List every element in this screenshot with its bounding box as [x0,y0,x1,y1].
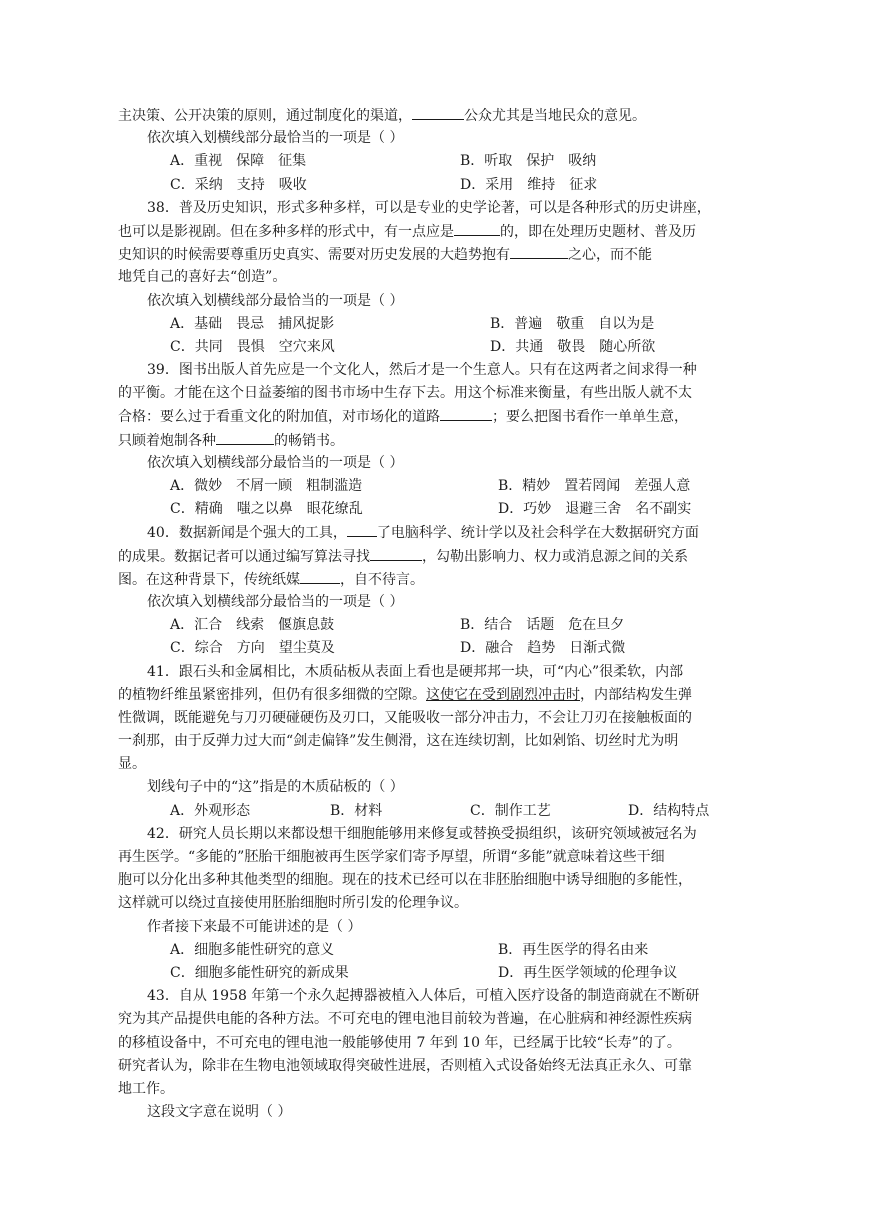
option-b: B．再生医学的得名由来 [498,941,649,958]
options-row [118,614,738,637]
option-a: A．细胞多能性研究的意义 [170,941,335,958]
question-prompt: 依次填入划横线部分最恰当的一项是（ ） [147,130,404,147]
option-b: B．普遍 敬重 自以为是 [490,315,655,332]
passage-line: 一刹那，由于反弹力过大而“剑走偏锋”发生侧滑，这在连续切割，比如剁馅、切丝时尤为明 [118,733,679,750]
passage-line [118,568,738,591]
options-row [118,939,738,962]
option-a: A．汇合 线索 偃旗息鼓 [170,617,335,634]
option-c: C．采纳 支持 吸收 [170,176,307,193]
options-row [118,800,738,823]
text: ；要么把图书看作一单单生意， [492,409,688,426]
passage-line [118,104,738,127]
question-prompt: 依次填入划横线部分最恰当的一项是（ ） [147,292,404,309]
passage-line: 这样就可以绕过直接使用胚胎细胞时所引发的伦理争议。 [118,895,468,912]
passage-line: 的平衡。才能在这个日益萎缩的图书市场中生存下去。用这个标准来衡量，有些出版人就不太 [118,385,692,402]
fill-blank [300,568,340,584]
passage-line [118,243,738,266]
passage-line: 研究者认为，除非在生物电池领域取得突破性进展，否则植入式设备始终无法真正永久、可靠 [118,1057,692,1074]
text: 的成果。数据记者可以通过编写算法寻找 [118,548,370,565]
option-d: D．结构特点 [628,802,710,819]
passage-line: 地工作。 [118,1080,174,1097]
text: 公众尤其是当地民众的意见。 [464,108,646,124]
text: 的畅销书。 [274,432,344,449]
option-d: D．共通 敬畏 随心所欲 [490,338,656,355]
passage-line: 的移植设备中，不可充电的锂电池一般能够使用 7 年到 10 年，已经属于比较“长寿”的了。 [118,1034,681,1051]
text: 主决策、公开决策的原则，通过制度化的渠道， [118,108,412,124]
passage-line [118,220,738,243]
option-c: C．精确 嗤之以鼻 眼花缭乱 [170,501,363,518]
fill-blank [412,104,464,120]
question-prompt: 这段文字意在说明（ ） [147,1104,292,1121]
text: ，内部结构发生弹 [580,686,692,703]
underlined-sentence: 这使它在受到剧烈冲击时 [426,686,580,703]
fill-blank [370,545,422,561]
passage-line: 性微调，既能避免与刀刃硬碰硬伤及刃口，又能吸收一部分冲击力，不会让刀刃在接触板面的 [118,709,692,726]
text: 之心，而不能 [568,247,652,264]
text: 只顾着炮制各种 [118,432,216,449]
passage-line [118,545,738,568]
fill-blank [454,220,500,236]
option-a: A．重视 保障 征集 [170,153,307,170]
option-d: D．采用 维持 征求 [460,176,598,193]
option-a: A．外观形态 [170,802,251,819]
options-row [118,962,738,985]
option-d: D．融合 趋势 日渐式微 [460,640,626,657]
question-prompt: 作者接下来最不可能讲述的是（ ） [147,918,362,935]
question-39-line: 39．图书出版人首先应是一个文化人，然后才是一个生意人。只有在这两者之间求得一种 [147,362,697,379]
options-row [118,498,738,521]
option-c: C．共同 畏惧 空穴来风 [170,338,335,355]
passage-line: 究为其产品提供电能的各种方法。不可充电的锂电池目前较为普遍，在心脏病和神经源性疾病 [118,1011,692,1028]
fill-blank [440,405,492,421]
question-42-line: 42．研究人员长期以来都设想干细胞能够用来修复或替换受损组织，该研究领域被冠名为 [147,825,697,842]
question-40-line [118,521,738,544]
fill-blank [347,521,377,537]
passage-line [118,429,738,452]
fill-blank [510,243,568,259]
options-row [118,150,738,173]
option-b: B．精妙 置若罔闻 差强人意 [498,478,691,494]
text: 图。在这种背景下，传统纸媒 [118,571,300,588]
question-41-line: 41．跟石头和金属相比，木质砧板从表面上看也是硬邦邦一块，可“内心”很柔软，内部 [147,663,684,680]
question-38-line: 38．普及历史知识，形式多种多样，可以是专业的史学论著，可以是各种形式的历史讲座， [147,199,711,216]
passage-line: 胞可以分化出多种其他类型的细胞。现在的技术已经可以在非胚胎细胞中诱导细胞的多能性， [118,872,692,889]
option-c: C．细胞多能性研究的新成果 [170,964,349,981]
text: 合格：要么过于看重文化的附加值，对市场化的道路 [118,409,440,426]
question-prompt: 依次填入划横线部分最恰当的一项是（ ） [147,454,404,471]
option-d: D．再生医学领域的伦理争议 [498,964,678,981]
text: ，自不待言。 [340,571,424,588]
question-prompt: 依次填入划横线部分最恰当的一项是（ ） [147,593,404,610]
option-b: B．结合 话题 危在旦夕 [460,617,625,634]
option-d: D．巧妙 退避三舍 名不副实 [498,501,692,518]
passage-line: 地凭自己的喜好去“创造”。 [118,269,287,286]
text: 也可以是影视剧。但在多种多样的形式中，有一点应是 [118,223,454,240]
option-c: C．制作工艺 [470,802,551,819]
question-43-line: 43．自从 1958 年第一个永久起搏器被植入人体后，可植入医疗设备的制造商就在不断研 [147,988,700,1005]
options-row [118,637,738,660]
option-b: B．材料 [330,802,383,819]
passage-line [118,684,738,707]
text: 史知识的时候需要尊重历史真实、需要对历史发展的大趋势抱有 [118,247,510,264]
text: 的植物纤维虽紧密排列，但仍有很多细微的空隙。 [118,686,426,703]
text: 了电脑科学、统计学以及社会科学在大数据研究方面 [376,525,699,542]
option-a: A．微妙 不屑一顾 粗制滥造 [170,478,363,494]
text: 40．数据新闻是个强大的工具， [147,525,347,542]
option-c: C．综合 方向 望尘莫及 [170,640,335,657]
text: 的，即在处理历史题材、普及历 [500,223,696,240]
option-b: B．听取 保护 吸纳 [460,153,597,170]
question-prompt: 划线句子中的“这”指是的木质砧板的（ ） [147,779,404,796]
exam-page [118,104,738,1124]
options-row [118,174,738,197]
text: ，勾勒出影响力、权力或消息源之间的关系 [422,548,688,565]
options-row [118,475,738,498]
option-a: A．基础 畏忌 捕风捉影 [170,315,335,332]
passage-line: 再生医学。“多能的”胚胎干细胞被再生医学家们寄予厚望，所谓“多能”就意味着这些干细 [118,849,665,865]
options-row [118,336,738,359]
options-row [118,313,738,336]
passage-line [118,405,738,428]
passage-line: 显。 [118,756,146,773]
fill-blank [216,429,274,445]
